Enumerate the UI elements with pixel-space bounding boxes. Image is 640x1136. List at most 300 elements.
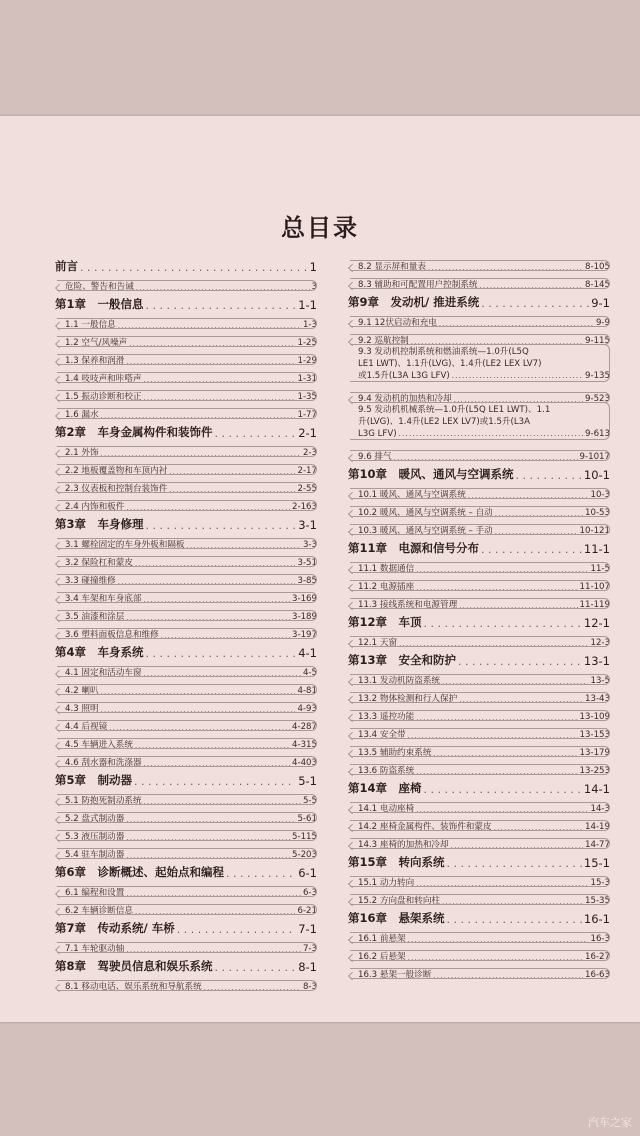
entry-page-number: 16-63 [585, 970, 610, 980]
entry-label: 4.5 车辆进入系统 [65, 740, 133, 750]
toc-section-entry[interactable] [55, 880, 317, 898]
entry-label: 5.2 盘式制动器 [65, 814, 125, 824]
entry-page-number: 13-253 [579, 766, 610, 776]
entry-label-line: 或1.5升(L3A L3G LFV) [358, 371, 450, 381]
toc-section-entry[interactable] [55, 402, 317, 420]
entry-label: 1.2 空气/风噪声 [65, 338, 128, 348]
entry-page-number: 3 [311, 282, 317, 292]
dot-leader [452, 370, 583, 382]
toc-section-entry[interactable] [348, 686, 610, 704]
toc-section-entry[interactable] [348, 758, 610, 776]
watermark: 汽车之家 [588, 1116, 632, 1129]
entry-page-number: 1-1 [298, 298, 317, 312]
entry-label: 危险、警告和告诫 [65, 282, 134, 292]
entry-page-number: 1-29 [297, 356, 317, 366]
entry-page-number: 10-121 [579, 526, 610, 536]
entry-page-number: 15-35 [585, 896, 610, 906]
entry-page-number: 9-613 [585, 429, 610, 439]
entry-label: 15.2 方向盘和转向柱 [358, 896, 441, 906]
entry-label: 1.1 一般信息 [65, 320, 116, 330]
entry-page-number: 13-1 [583, 654, 610, 668]
dot-leader [129, 340, 295, 348]
entry-page-number: 1-77 [297, 410, 317, 420]
entry-page-number: 1-3 [302, 320, 317, 330]
dot-leader [433, 750, 577, 758]
toc-chapter-entry[interactable] [55, 640, 317, 660]
toc-section-entry[interactable] [55, 330, 317, 348]
entry-page-number: 3-197 [292, 630, 317, 640]
toc-column-right [348, 254, 610, 980]
toc-chapter-entry[interactable] [348, 850, 610, 870]
entry-label: 9.6 排气 [358, 452, 392, 462]
entry-last-line [358, 428, 610, 440]
dot-leader [494, 824, 583, 832]
entry-page-number: 4-1 [298, 646, 317, 660]
entry-page-number: 13-109 [579, 712, 610, 722]
entry-label: 3.3 碰撞维修 [65, 576, 116, 586]
entry-label: 10.3 暖风、通风与空调系统 – 手动 [358, 526, 493, 536]
toc-section-entry[interactable] [348, 832, 610, 850]
dot-leader [495, 528, 578, 536]
toc-section-entry[interactable] [55, 550, 317, 568]
dot-leader [101, 688, 296, 696]
entry-label: 4.4 后视镜 [65, 722, 108, 732]
toc-section-entry[interactable] [348, 630, 610, 648]
entry-label: 第4章 车身系统 [55, 645, 144, 659]
entry-page-number: 11-1 [583, 542, 610, 556]
dot-leader [226, 867, 296, 880]
entry-label: 第11章 电源和信号分布 [348, 541, 480, 555]
toc-section-entry[interactable] [348, 254, 610, 272]
dot-leader [144, 376, 296, 384]
toc-chapter-entry[interactable] [55, 768, 317, 788]
toc-chapter-entry[interactable] [348, 648, 610, 668]
entry-label-line: 9.5 发动机机械系统—1.0升(L5Q LE1 LWT)、1.1 [358, 405, 551, 415]
entry-label: 第2章 车身金属构件和装饰件 [55, 425, 213, 439]
toc-chapter-entry[interactable] [348, 536, 610, 556]
entry-page-number: 8-3 [302, 982, 317, 992]
entry-label: 第6章 诊断概述、起始点和编程 [55, 865, 224, 879]
entry-label: 16.3 悬架一般诊断 [358, 970, 432, 980]
dot-leader [161, 632, 290, 640]
dot-leader [480, 282, 583, 290]
entry-label: 第9章 发动机/ 推进系统 [348, 295, 480, 309]
entry-page-number: 3-169 [292, 594, 317, 604]
entry-label: 1.4 吱吱声和咔嗒声 [65, 374, 142, 384]
entry-page-number: 1-25 [297, 338, 317, 348]
toc-section-entry[interactable] [55, 568, 317, 586]
dot-leader [136, 284, 310, 292]
dot-leader [144, 596, 290, 604]
dot-leader [394, 454, 578, 462]
entry-page-number: 3-3 [302, 540, 317, 550]
entry-page-number: 9-1017 [579, 452, 610, 462]
entry-label: 6.2 车辆诊断信息 [65, 906, 133, 916]
dot-leader [109, 724, 290, 732]
dot-leader [126, 504, 290, 512]
entry-label: 6.1 编程和设置 [65, 888, 125, 898]
entry-label: 3.4 车架和车身底部 [65, 594, 142, 604]
entry-page-number: 12-1 [583, 616, 610, 630]
entry-page-number: 14-1 [583, 782, 610, 796]
dot-leader [177, 923, 296, 936]
entry-label: 第15章 转向系统 [348, 855, 445, 869]
entry-label: 第3章 车身修理 [55, 517, 144, 531]
entry-label: 5.4 驻车制动器 [65, 850, 125, 860]
entry-label: 12.1 天窗 [358, 638, 398, 648]
entry-page-number: 5-5 [302, 796, 317, 806]
entry-page-number: 10-53 [585, 508, 610, 518]
toc-section-entry[interactable] [55, 604, 317, 622]
entry-label: 13.1 发动机防盗系统 [358, 676, 441, 686]
dot-leader [146, 519, 297, 532]
dot-leader [135, 908, 296, 916]
entry-page-number: 7-3 [302, 944, 317, 954]
entry-label: 3.2 保险杠和蒙皮 [65, 558, 133, 568]
entry-last-line [358, 370, 610, 382]
toc-chapter-entry[interactable] [55, 254, 317, 274]
entry-label: 3.6 塑料面板信息和维修 [65, 630, 159, 640]
toc-section-entry[interactable] [55, 824, 317, 842]
toc-section-entry[interactable] [55, 384, 317, 402]
dot-leader [424, 783, 582, 796]
dot-leader [516, 469, 582, 482]
dot-leader [416, 806, 588, 814]
toc-section-entry[interactable] [348, 796, 610, 814]
entry-label: 10.1 暖风、通风与空调系统 [358, 490, 466, 500]
dot-leader [126, 816, 295, 824]
entry-label: 9.4 发动机的加热和冷却 [358, 394, 452, 404]
entry-page-number: 8-1 [298, 960, 317, 974]
entry-page-number: 11-119 [579, 600, 610, 610]
toc-section-entry[interactable] [55, 788, 317, 806]
toc-chapter-entry[interactable] [55, 860, 317, 880]
toc-section-entry[interactable] [348, 272, 610, 290]
dot-leader [135, 742, 290, 750]
dot-leader [126, 852, 290, 860]
entry-label: 5.1 防抱死制动系统 [65, 796, 142, 806]
toc-chapter-entry[interactable] [55, 420, 317, 440]
entry-page-number: 15-1 [583, 856, 610, 870]
entry-page-number: 11-5 [590, 564, 610, 574]
entry-label: 第10章 暖风、通风与空调系统 [348, 467, 514, 481]
entry-page-number: 11-107 [579, 582, 610, 592]
dot-leader [416, 768, 577, 776]
dot-leader [481, 543, 582, 556]
toc-section-entry[interactable] [55, 714, 317, 732]
toc-section-entry[interactable] [55, 974, 317, 992]
dot-leader [126, 358, 295, 366]
entry-page-number: 13-5 [590, 676, 610, 686]
entry-label: 9.2 巡航控制 [358, 336, 409, 346]
toc-section-entry[interactable] [55, 678, 317, 696]
entry-page-number: 13-153 [579, 730, 610, 740]
toc-chapter-entry[interactable] [348, 462, 610, 482]
toc-section-entry[interactable] [55, 936, 317, 954]
dot-leader [144, 670, 301, 678]
toc-section-entry[interactable] [55, 366, 317, 384]
entry-label: 16.1 前悬架 [358, 934, 406, 944]
entry-label: 4.6 刮水器和洗涤器 [65, 758, 142, 768]
entry-label: 2.2 地板覆盖物和车顶内衬 [65, 466, 168, 476]
entry-page-number: 1-35 [297, 392, 317, 402]
entry-label: 8.1 移动电话、娱乐系统和导航系统 [65, 982, 202, 992]
toc-section-entry[interactable] [55, 532, 317, 550]
dot-leader [204, 984, 301, 992]
dot-leader [468, 492, 589, 500]
entry-label-line: LE1 LWT)、1.1升(LVG)、1.4升(LE2 LEX LV7) [358, 359, 542, 369]
toc-chapter-entry[interactable] [55, 954, 317, 974]
dot-leader [447, 913, 582, 926]
entry-page-number: 16-27 [585, 952, 610, 962]
entry-label: 13.2 物体检测和行人保护 [358, 694, 458, 704]
toc-section-entry[interactable] [348, 346, 610, 382]
entry-label: 前言 [55, 259, 78, 273]
entry-label: 1.5 振动诊断和校正 [65, 392, 142, 402]
entry-page-number: 1 [309, 260, 317, 274]
entry-label: 第1章 一般信息 [55, 297, 144, 311]
toc-section-entry[interactable] [55, 586, 317, 604]
dot-leader [416, 584, 577, 592]
entry-page-number: 9-1 [591, 296, 610, 310]
entry-page-number: 7-1 [298, 922, 317, 936]
toc-section-entry[interactable] [55, 622, 317, 640]
entry-label: 2.3 仪表板和控制台装饰件 [65, 484, 168, 494]
toc-section-entry[interactable] [348, 592, 610, 610]
dot-leader [408, 954, 583, 962]
entry-label: 13.4 安全带 [358, 730, 406, 740]
dot-leader [495, 510, 583, 518]
dot-leader [144, 394, 296, 402]
entry-page-number: 4-315 [292, 740, 317, 750]
toc-section-entry[interactable] [348, 404, 610, 440]
entry-page-number: 8-145 [585, 280, 610, 290]
entry-page-number: 2-55 [297, 484, 317, 494]
toc-section-entry[interactable] [55, 842, 317, 860]
toc-section-entry[interactable] [348, 944, 610, 962]
toc-chapter-entry[interactable] [348, 290, 610, 310]
document-page [0, 116, 640, 1022]
entry-page-number: 9-9 [595, 318, 610, 328]
toc-chapter-entry[interactable] [348, 610, 610, 630]
dot-leader [416, 714, 577, 722]
entry-page-number: 3-1 [298, 518, 317, 532]
entry-page-number: 3-51 [297, 558, 317, 568]
entry-label: 1.3 保养和润滑 [65, 356, 125, 366]
toc-section-entry[interactable] [55, 660, 317, 678]
dot-leader [458, 655, 582, 668]
toc-section-entry[interactable] [55, 440, 317, 458]
toc-section-entry[interactable] [55, 696, 317, 714]
toc-section-entry[interactable] [348, 814, 610, 832]
dot-leader [481, 297, 589, 310]
toc-section-entry[interactable] [348, 704, 610, 722]
dot-leader [442, 898, 583, 906]
toc-section-entry[interactable] [348, 482, 610, 500]
entry-page-number: 6-1 [298, 866, 317, 880]
dot-leader [459, 696, 583, 704]
toc-section-entry[interactable] [348, 926, 610, 944]
entry-page-number: 9-135 [585, 371, 610, 381]
dot-leader [146, 647, 297, 660]
dot-leader [399, 640, 588, 648]
dot-leader [126, 834, 290, 842]
entry-label: 3.5 油漆和涂层 [65, 612, 125, 622]
entry-label: 11.3 接线系统和电源管理 [358, 600, 458, 610]
entry-page-number: 5-203 [292, 850, 317, 860]
toc-section-entry[interactable] [348, 722, 610, 740]
entry-label: 11.1 数据通信 [358, 564, 415, 574]
dot-leader [416, 566, 588, 574]
entry-label: 5.3 液压制动器 [65, 832, 125, 842]
entry-label: 第14章 座椅 [348, 781, 422, 795]
entry-page-number: 3-85 [297, 576, 317, 586]
toc-chapter-entry[interactable] [55, 916, 317, 936]
entry-label: 4.2 喇叭 [65, 686, 99, 696]
dot-leader [101, 706, 296, 714]
entry-page-number: 14-3 [590, 804, 610, 814]
dot-leader [144, 760, 290, 768]
dot-leader [118, 578, 296, 586]
dot-leader [408, 936, 589, 944]
dot-leader [447, 857, 582, 870]
entry-page-number: 2-163 [292, 502, 317, 512]
dot-leader [433, 972, 583, 980]
entry-label: 15.1 动力转向 [358, 878, 415, 888]
entry-page-number: 5-61 [297, 814, 317, 824]
toc-section-entry[interactable] [55, 312, 317, 330]
toc-section-entry[interactable] [348, 668, 610, 686]
entry-label: 第16章 悬架系统 [348, 911, 445, 925]
entry-label: 10.2 暖风、通风与空调系统 – 自动 [358, 508, 493, 518]
toc-chapter-entry[interactable] [348, 906, 610, 926]
dot-leader [169, 486, 295, 494]
dot-leader [428, 264, 583, 272]
entry-label: 第5章 制动器 [55, 773, 133, 787]
entry-label: 2.4 内饰和板件 [65, 502, 125, 512]
toc-section-entry[interactable] [348, 870, 610, 888]
entry-page-number: 3-189 [292, 612, 317, 622]
dot-leader [126, 890, 301, 898]
dot-leader [451, 842, 583, 850]
entry-label: 7.1 车轮驱动轴 [65, 944, 125, 954]
toc-section-entry[interactable] [348, 574, 610, 592]
entry-page-number: 13-43 [585, 694, 610, 704]
entry-label: 13.5 辅助约束系统 [358, 748, 432, 758]
entry-page-number: 14-77 [585, 840, 610, 850]
entry-label: 14.3 座椅的加热和冷却 [358, 840, 449, 850]
dot-leader [459, 602, 577, 610]
dot-leader [144, 798, 301, 806]
entry-page-number: 6-3 [302, 888, 317, 898]
toc-section-entry[interactable] [348, 556, 610, 574]
toc-section-entry[interactable] [55, 274, 317, 292]
entry-page-number: 4-81 [297, 686, 317, 696]
entry-label: 第12章 车顶 [348, 615, 422, 629]
dot-leader [187, 542, 301, 550]
entry-page-number: 6-21 [297, 906, 317, 916]
dot-leader [101, 412, 296, 420]
entry-page-number: 16-3 [590, 934, 610, 944]
entry-label: 9.1 12伏启动和充电 [358, 318, 437, 328]
toc-section-entry[interactable] [55, 750, 317, 768]
entry-label: 4.1 固定和活动车窗 [65, 668, 142, 678]
entry-page-number: 4-287 [292, 722, 317, 732]
entry-page-number: 15-3 [590, 878, 610, 888]
toc-chapter-entry[interactable] [55, 512, 317, 532]
entry-page-number: 10-3 [590, 490, 610, 500]
toc-section-entry[interactable] [55, 732, 317, 750]
entry-label: 第13章 安全和防护 [348, 653, 457, 667]
toc-section-entry[interactable] [348, 310, 610, 328]
entry-page-number: 8-105 [585, 262, 610, 272]
entry-label: 13.6 防盗系统 [358, 766, 415, 776]
entry-label: 14.1 电动座椅 [358, 804, 415, 814]
entry-label: 第7章 传动系统/ 车桥 [55, 921, 175, 935]
dot-leader [126, 614, 290, 622]
dot-leader [126, 946, 301, 954]
entry-label: 第8章 驾驶员信息和娱乐系统 [55, 959, 213, 973]
toc-section-entry[interactable] [55, 476, 317, 494]
toc-section-entry[interactable] [348, 888, 610, 906]
entry-page-number: 16-1 [583, 912, 610, 926]
entry-page-number: 4-5 [302, 668, 317, 678]
dot-leader [439, 320, 594, 328]
dot-leader [101, 450, 301, 458]
entry-label: 2.1 外饰 [65, 448, 99, 458]
entry-page-number: 9-523 [585, 394, 610, 404]
entry-label: 4.3 照明 [65, 704, 99, 714]
toc-section-entry[interactable] [55, 494, 317, 512]
dot-leader [416, 880, 588, 888]
toc-section-entry[interactable] [348, 444, 610, 462]
dot-leader [442, 678, 588, 686]
entry-label-line: L3G LFV) [358, 429, 397, 439]
toc-section-entry[interactable] [348, 500, 610, 518]
entry-page-number: 10-1 [583, 468, 610, 482]
toc-section-entry[interactable] [55, 806, 317, 824]
dot-leader [215, 961, 297, 974]
dot-leader [215, 427, 297, 440]
entry-label: 1.6 漏水 [65, 410, 99, 420]
toc-section-entry[interactable] [55, 458, 317, 476]
toc-chapter-entry[interactable] [55, 292, 317, 312]
entry-label: 13.3 遥控功能 [358, 712, 415, 722]
entry-page-number: 14-19 [585, 822, 610, 832]
entry-page-number: 2-1 [298, 426, 317, 440]
entry-label-line: 升(LVG)、1.4升(LE2 LEX LV7)或1.5升(L3A [358, 417, 531, 427]
toc-section-entry[interactable] [348, 518, 610, 536]
entry-page-number: 4-93 [297, 704, 317, 714]
entry-page-number: 2-17 [297, 466, 317, 476]
entry-page-number: 2-3 [302, 448, 317, 458]
entry-label: 8.3 辅助和可配置用户控制系统 [358, 280, 478, 290]
entry-label-line: 9.3 发动机控制系统和燃油系统—1.0升(L5Q [358, 347, 529, 357]
toc-section-entry[interactable] [348, 740, 610, 758]
entry-page-number: 12-3 [590, 638, 610, 648]
dot-leader [135, 560, 296, 568]
entry-page-number: 13-179 [579, 748, 610, 758]
dot-leader [399, 428, 583, 440]
entry-label: 8.2 显示屏和量表 [358, 262, 426, 272]
dot-leader [408, 732, 578, 740]
toc-section-entry[interactable] [348, 962, 610, 980]
toc-section-entry[interactable] [55, 348, 317, 366]
toc-section-entry[interactable] [55, 898, 317, 916]
toc-chapter-entry[interactable] [348, 776, 610, 796]
dot-leader [134, 775, 296, 788]
entry-label: 3.1 螺栓固定的车身外板和隔板 [65, 540, 185, 550]
